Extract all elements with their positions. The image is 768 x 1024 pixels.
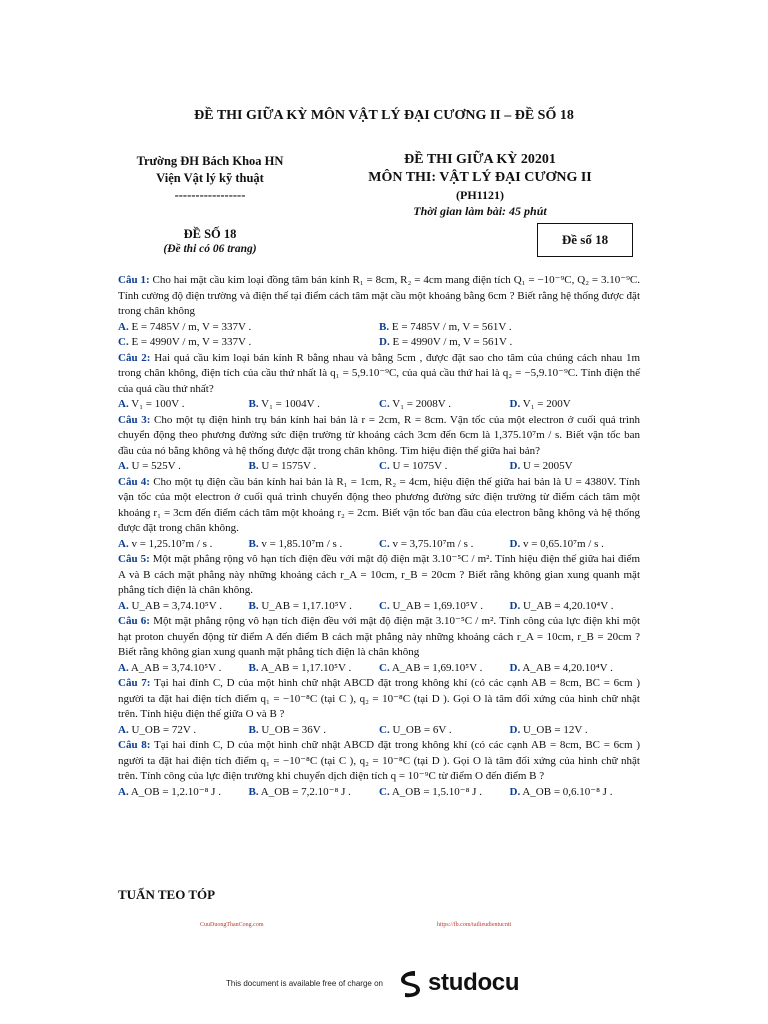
question-1 xyxy=(118,273,640,351)
option-text: E = 4990V / m, V = 337V . xyxy=(131,336,252,348)
answer-option xyxy=(510,661,641,677)
question-6 xyxy=(118,614,640,676)
option-label: C. xyxy=(379,537,390,550)
answer-option xyxy=(510,723,641,739)
question-text xyxy=(118,614,640,661)
option-label: C. xyxy=(379,661,390,674)
option-label: D. xyxy=(509,785,521,798)
answer-option xyxy=(118,785,249,801)
answer-option xyxy=(118,459,249,475)
option-text: U_AB = 4,20.10⁴V . xyxy=(522,599,614,612)
document-title: ĐỀ THI GIỮA KỲ MÔN VẬT LÝ ĐẠI CƯƠNG II – ĐỀ SỐ 18 xyxy=(194,108,574,123)
studocu-logo-text: studocu xyxy=(427,969,520,996)
question-label: Câu 6: xyxy=(118,615,150,627)
availability-note: This document is available free of charge on xyxy=(226,978,383,988)
option-text: A_OB = 1,5.10⁻⁸ J . xyxy=(391,785,482,798)
answer-option xyxy=(118,320,379,336)
option-text: U_OB = 36V . xyxy=(261,723,327,736)
option-text: E = 7485V / m, V = 561V . xyxy=(391,320,512,333)
option-label: B. xyxy=(379,320,390,333)
institute-name: Viện Vật lý kỹ thuật xyxy=(156,171,264,185)
option-text: A_AB = 4,20.10⁴V . xyxy=(522,661,613,674)
answer-options xyxy=(118,661,640,677)
option-label: C. xyxy=(118,336,129,348)
answer-option xyxy=(249,785,380,801)
question-text xyxy=(118,552,640,599)
option-text: U_OB = 6V . xyxy=(392,723,452,736)
question-list xyxy=(118,273,640,800)
source-link-left[interactable]: CuuDuongThanCong.com xyxy=(200,922,264,928)
answer-option xyxy=(249,723,380,739)
studocu-logo[interactable] xyxy=(397,968,519,998)
answer-option xyxy=(510,397,641,413)
school-block xyxy=(110,153,310,204)
page-count-note: (Đề thi có 06 trang) xyxy=(163,243,257,255)
answer-option xyxy=(118,661,249,677)
answer-options xyxy=(118,599,640,615)
option-text: U_OB = 12V . xyxy=(522,723,588,736)
school-separator: ----------------- xyxy=(174,188,246,202)
answer-options xyxy=(118,320,640,351)
option-label: D. xyxy=(509,599,521,612)
option-label: B. xyxy=(248,661,259,674)
answer-option xyxy=(379,661,510,677)
exam-code: (PH1121) xyxy=(456,188,504,202)
answer-option xyxy=(379,785,510,801)
option-label: A. xyxy=(118,398,129,410)
exam-info-block xyxy=(330,151,630,219)
option-label: B. xyxy=(248,398,259,410)
question-3 xyxy=(118,413,640,475)
answer-option xyxy=(379,599,510,615)
answer-option xyxy=(510,599,641,615)
answer-options xyxy=(118,723,640,739)
exam-number-block xyxy=(110,226,310,257)
question-text xyxy=(118,738,640,785)
answer-option xyxy=(379,335,640,351)
answer-option xyxy=(118,723,249,739)
option-label: B. xyxy=(248,599,259,612)
option-text: U_AB = 1,17.10⁵V . xyxy=(261,599,352,612)
option-label: D. xyxy=(509,537,521,550)
option-text: U_OB = 72V . xyxy=(131,723,197,736)
studocu-logo-icon xyxy=(397,968,423,998)
answer-option xyxy=(379,397,510,413)
answer-options xyxy=(118,785,640,801)
option-text: A_OB = 0,6.10⁻⁸ J . xyxy=(522,785,613,798)
question-body: Một mặt phẳng rộng vô hạn tích điện đều với mật độ điện mặt 3.10⁻⁵C / m². Tính hiệu điện thế giữa hai điểm A và B cách mặt phẳng này những khoảng cách r_A = 10cm, r_B = 20cm ? Biết rằng không gian xung quanh mặt phẳng tích điện là chân không. xyxy=(118,553,640,596)
question-label: Câu 2: xyxy=(118,351,151,364)
option-label: C. xyxy=(379,398,390,410)
source-link-right[interactable]: https://fb.com/tailieudientucntt xyxy=(437,922,512,928)
exam-subject: MÔN THI: VẬT LÝ ĐẠI CƯƠNG II xyxy=(368,170,592,185)
answer-options xyxy=(118,397,640,413)
question-label: Câu 4: xyxy=(118,475,150,488)
option-label: D. xyxy=(509,723,521,736)
option-label: C. xyxy=(379,460,390,472)
option-text: U = 2005V xyxy=(522,460,573,472)
option-label: C. xyxy=(379,785,390,798)
option-label: D. xyxy=(379,336,390,348)
answer-option xyxy=(249,397,380,413)
exam-duration: Thời gian làm bài: 45 phút xyxy=(413,204,547,218)
option-text: A_AB = 1,17.10⁵V . xyxy=(260,661,352,674)
option-text: V₁ = 100V . xyxy=(131,398,185,410)
author-name: TUẤN TEO TÓP xyxy=(118,887,216,902)
option-text: v = 0,65.10⁷m / s . xyxy=(522,537,604,550)
question-label: Câu 8: xyxy=(118,739,151,751)
option-text: E = 7485V / m, V = 337V . xyxy=(131,320,252,333)
option-label: D. xyxy=(509,460,521,472)
exam-number: ĐỀ SỐ 18 xyxy=(183,227,237,241)
question-7 xyxy=(118,676,640,738)
option-text: v = 1,85.10⁷m / s . xyxy=(261,537,343,550)
option-label: A. xyxy=(118,537,129,550)
question-body: Một mặt phẳng rộng vô hạn tích điện đều với mật độ điện mặt 3.10⁻⁵C / m². Tính công của lực điện khi một hạt proton chuyển động từ điểm A đến điểm B cách mặt phẳng này những khoảng cách r_A = 10cm, r_B = 20cm ? Biết rằng không gian xung quanh mặt phẳng tích điện là chân không xyxy=(118,615,641,658)
question-text xyxy=(118,413,640,460)
answer-option xyxy=(379,459,510,475)
option-text: U = 1075V . xyxy=(392,460,448,472)
answer-option xyxy=(379,537,510,553)
question-body: Cho một tụ điện cầu bán kính hai bản là R₁ = 1cm, R₂ = 4cm, hiệu điện thế giữa hai bản là U = 4380V. Tính vận tốc của một electron ở cuối quá trình chuyển động theo phương đường sức điện trường từ điểm cách tâm một khoảng r₁ = 3cm đến điểm cách tâm một khoảng r₂ = 2cm. Biết vận tốc ban đầu của electron bằng không và hệ thống được đặt trong chân không. xyxy=(118,475,641,534)
option-text: A_OB = 7,2.10⁻⁸ J . xyxy=(260,785,351,798)
option-label: B. xyxy=(248,785,259,798)
option-label: B. xyxy=(248,460,259,472)
option-label: D. xyxy=(509,398,521,410)
option-label: A. xyxy=(118,661,129,674)
option-label: A. xyxy=(118,599,129,612)
school-name: Trường ĐH Bách Khoa HN xyxy=(136,154,284,168)
question-body: Cho hai mặt cầu kim loại đồng tâm bán kính R₁ = 8cm, R₂ = 4cm mang điện tích Q₁ = −10⁻⁹C, Q₂ = 3.10⁻⁹C. Tính cường độ điện trường và điện thế tại điểm cách tâm mặt cầu một khoảng bằng 6cm ? Biết rằng hệ thống được đặt trong chân không xyxy=(118,274,641,317)
question-8 xyxy=(118,738,640,800)
option-label: A. xyxy=(118,460,129,472)
option-text: U = 525V . xyxy=(131,460,181,472)
question-label: Câu 7: xyxy=(118,677,151,689)
option-text: U_AB = 3,74.10⁵V . xyxy=(131,599,222,612)
option-label: B. xyxy=(248,537,259,550)
option-text: A_AB = 1,69.10⁵V . xyxy=(391,661,483,674)
option-text: U_AB = 1,69.10⁵V . xyxy=(392,599,483,612)
option-text: U = 1575V . xyxy=(261,460,317,472)
answer-option xyxy=(118,599,249,615)
answer-option xyxy=(249,661,380,677)
option-label: A. xyxy=(118,723,129,736)
question-text xyxy=(118,273,640,320)
option-text: V₁ = 2008V . xyxy=(392,398,451,410)
question-5 xyxy=(118,552,640,614)
answer-option xyxy=(510,537,641,553)
answer-option xyxy=(249,599,380,615)
question-text xyxy=(118,351,640,398)
answer-option xyxy=(118,397,249,413)
answer-options xyxy=(118,459,640,475)
option-label: A. xyxy=(118,785,129,798)
option-text: A_AB = 3,74.10⁵V . xyxy=(130,661,222,674)
question-2 xyxy=(118,351,640,413)
option-label: D. xyxy=(509,661,521,674)
option-text: v = 3,75.10⁷m / s . xyxy=(392,537,474,550)
exam-term: ĐỀ THI GIỮA KỲ 20201 xyxy=(404,152,556,167)
answer-option xyxy=(510,785,641,801)
question-body: Tại hai đỉnh C, D của một hình chữ nhật ABCD đặt trong không khí (có các cạnh AB = 8cm, BC = 6cm ) người ta đặt hai điện tích điểm q₁ = −10⁻⁸C (tại C ), q₂ = 10⁻⁸C (tại D ). Gọi O là tâm đối xứng của hình chữ nhật trên. Tính công của lực điện trường khi chuyển dịch điện tích q = 10⁻⁹C từ điểm O đến điểm B ? xyxy=(118,739,640,782)
question-body: Cho một tụ điện hình trụ bán kính hai bản là r = 2cm, R = 8cm. Vận tốc của một electron ở cuối quá trình chuyển động theo phương đường sức điện trường từ khoảng cách 3cm đến 6cm là 1,375.10⁷m / s. Biết vận tốc ban đầu của nó bằng không và hệ thống được đặt trong chân không. Tìm hiệu điện thế giữa hai bản? xyxy=(118,413,640,457)
option-text: A_OB = 1,2.10⁻⁸ J . xyxy=(130,785,221,798)
answer-option xyxy=(118,537,249,553)
answer-option xyxy=(118,335,379,351)
question-4 xyxy=(118,475,640,553)
option-label: A. xyxy=(118,320,129,333)
answer-option xyxy=(510,459,641,475)
option-label: C. xyxy=(379,599,390,612)
question-body: Hai quả cầu kim loại bán kính R bằng nhau và bằng 5cm , được đặt sao cho tâm của chúng cách nhau 1m trong chân không, điện tích của cầu thứ nhất là q₁ = 5,9.10⁻⁹C, của quả cầu thứ hai là q₂ = −5,9.10⁻⁹C. Tính điện thế của quả cầu thứ nhất? xyxy=(118,351,640,395)
question-label: Câu 1: xyxy=(118,274,150,286)
option-label: B. xyxy=(248,723,259,736)
option-label: C. xyxy=(379,723,390,736)
answer-options xyxy=(118,537,640,553)
question-text xyxy=(118,676,640,723)
option-text: v = 1,25.10⁷m / s . xyxy=(131,537,213,550)
option-text: E = 4990V / m, V = 561V . xyxy=(392,336,513,348)
studocu-banner xyxy=(226,968,519,998)
option-text: V₁ = 200V xyxy=(522,398,571,410)
answer-option xyxy=(379,320,640,336)
question-text xyxy=(118,475,640,537)
question-body: Tại hai đỉnh C, D của một hình chữ nhật ABCD đặt trong không khí (có các cạnh AB = 8cm, BC = 6cm ) người ta đặt hai điện tích điểm q₁ = −10⁻⁸C (tại C ), q₂ = 10⁻⁸C (tại D ). Gọi O là tâm đối xứng của hình chữ nhật trên. Tính hiệu điện thế giữa O và B ? xyxy=(118,677,640,720)
question-label: Câu 5: xyxy=(118,553,150,565)
answer-option xyxy=(249,459,380,475)
answer-option xyxy=(249,537,380,553)
answer-option xyxy=(379,723,510,739)
question-label: Câu 3: xyxy=(118,413,151,426)
exam-code-box: Đề số 18 xyxy=(537,223,633,257)
option-text: V₁ = 1004V . xyxy=(261,398,320,410)
